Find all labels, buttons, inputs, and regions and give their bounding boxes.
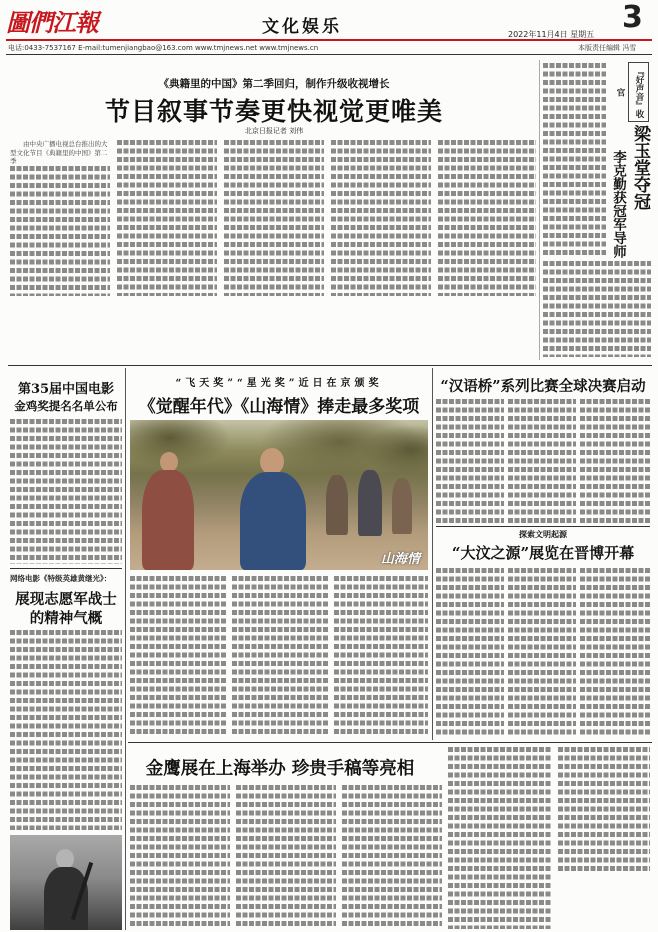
article-body-column — [10, 140, 110, 296]
body-text-lines — [438, 140, 536, 296]
article-body-column — [117, 140, 217, 296]
page-editor: 本版责任编辑 冯雪 — [578, 44, 637, 52]
photo-soldier — [10, 835, 122, 930]
article-body-column — [224, 140, 324, 296]
masthead-red-rule — [6, 39, 652, 41]
article-body-column — [508, 399, 576, 523]
photo-figure-woman — [142, 470, 194, 570]
article-body-column — [436, 399, 504, 523]
photo-figure-background-person — [392, 478, 412, 534]
body-text-lines — [334, 576, 428, 736]
classics-headline: 节目叙事节奏更快视觉更唯美 — [104, 97, 443, 126]
body-text-lines — [331, 140, 431, 296]
section-divider — [128, 742, 652, 743]
classics-kicker: 《典籍里的中国》第二季回归，制作升级收视增长 — [158, 78, 390, 90]
classics-lead: 由中央广播电视总台推出的大型文化节目《典籍里的中国》第二季 — [10, 140, 110, 166]
article-body-column — [580, 568, 650, 736]
voice-headline-winner: 梁玉堂夺冠 — [630, 125, 650, 210]
body-text-lines — [580, 568, 650, 736]
body-text-lines — [508, 568, 576, 736]
voice-headline-mentor: 李克勤获冠军导师 — [610, 150, 626, 258]
article-body-column — [448, 747, 552, 929]
article-body-column — [334, 576, 428, 736]
body-text-lines — [580, 399, 650, 523]
feitian-kicker: “飞天奖”“星光奖”近日在京颁奖 — [175, 378, 383, 389]
body-text-lines — [543, 63, 606, 258]
article-body-column — [130, 576, 226, 736]
column-divider — [539, 60, 540, 360]
article-body-column — [438, 140, 536, 296]
article-body-column — [10, 419, 122, 564]
photo-figure-background-person — [326, 475, 348, 535]
voice-tag-box: 『好声音』收官 — [628, 62, 649, 122]
photo-figure-head — [160, 452, 178, 472]
section-divider — [8, 365, 652, 366]
body-text-lines — [448, 747, 552, 929]
body-text-lines — [558, 747, 650, 871]
body-text-lines — [436, 399, 504, 523]
body-text-lines — [236, 785, 336, 929]
body-text-lines — [232, 576, 328, 736]
article-body-column — [342, 785, 442, 929]
photo-figure-head — [260, 448, 284, 475]
issue-date: 2022年11月4日 星期五 — [508, 30, 595, 39]
huangjiguang-headline-line1: 展现志愿军战士 — [15, 591, 117, 608]
dawen-kicker: 探索文明起源 — [519, 529, 567, 539]
masthead-bottom-rule — [6, 54, 652, 55]
body-text-lines — [436, 568, 504, 736]
article-body-column — [236, 785, 336, 929]
article-body-column — [436, 568, 504, 736]
photo-figure-background-person — [358, 470, 382, 536]
body-text-lines — [10, 166, 110, 297]
photo-figure-head — [56, 849, 74, 869]
article-body-column — [10, 630, 122, 830]
article-body-column — [543, 63, 606, 258]
body-text-lines — [10, 630, 122, 830]
classics-byline: 北京日报记者 刘伟 — [244, 127, 304, 135]
article-body-column — [543, 261, 651, 357]
photo-caption-label: 山海情 — [380, 552, 420, 567]
huangjiguang-kicker: 网络电影《特级英雄黄继光》： — [10, 574, 112, 583]
body-text-lines — [543, 261, 651, 357]
body-text-lines — [342, 785, 442, 929]
masthead-logo: 圖們江報 — [6, 8, 98, 37]
golden-eagle-headline: 金鹰展在上海举办 珍贵手稿等亮相 — [145, 759, 415, 779]
golden-rooster-headline-line1: 第35届中国电影 — [17, 382, 115, 397]
golden-rooster-headline-line2: 金鸡奖提名名单公布 — [14, 399, 118, 413]
huangjiguang-headline-line2: 的精神气概 — [29, 610, 103, 627]
feitian-headline: 《觉醒年代》《山海情》捧走最多奖项 — [138, 397, 420, 417]
body-text-lines — [224, 140, 324, 296]
article-body-column — [331, 140, 431, 296]
contact-line: 电话:0433-7537167 E-mail:tumenjiangbao@163.com www.tmjnews.net www.tmjnews.cn — [8, 44, 319, 52]
column-divider — [125, 368, 126, 930]
body-text-lines — [508, 399, 576, 523]
section-title: 文化娱乐 — [262, 17, 342, 37]
body-text-lines — [130, 785, 230, 929]
article-body-column — [558, 747, 650, 871]
article-body-column — [508, 568, 576, 736]
dawen-headline: “大汶之源”展览在晋博开幕 — [451, 544, 635, 562]
section-divider — [436, 526, 650, 527]
page-number: 3 — [622, 0, 643, 35]
body-text-lines — [130, 576, 226, 736]
body-text-lines — [117, 140, 217, 296]
article-body-column — [580, 399, 650, 523]
section-divider — [10, 568, 122, 569]
photo-figure-man — [240, 472, 306, 570]
article-body-column — [232, 576, 328, 736]
photo-shanhaiqing — [130, 420, 428, 570]
article-body-column — [130, 785, 230, 929]
hanyuqiao-headline: “汉语桥”系列比赛全球决赛启动 — [440, 378, 646, 395]
body-text-lines — [10, 419, 122, 564]
column-divider — [432, 368, 433, 740]
